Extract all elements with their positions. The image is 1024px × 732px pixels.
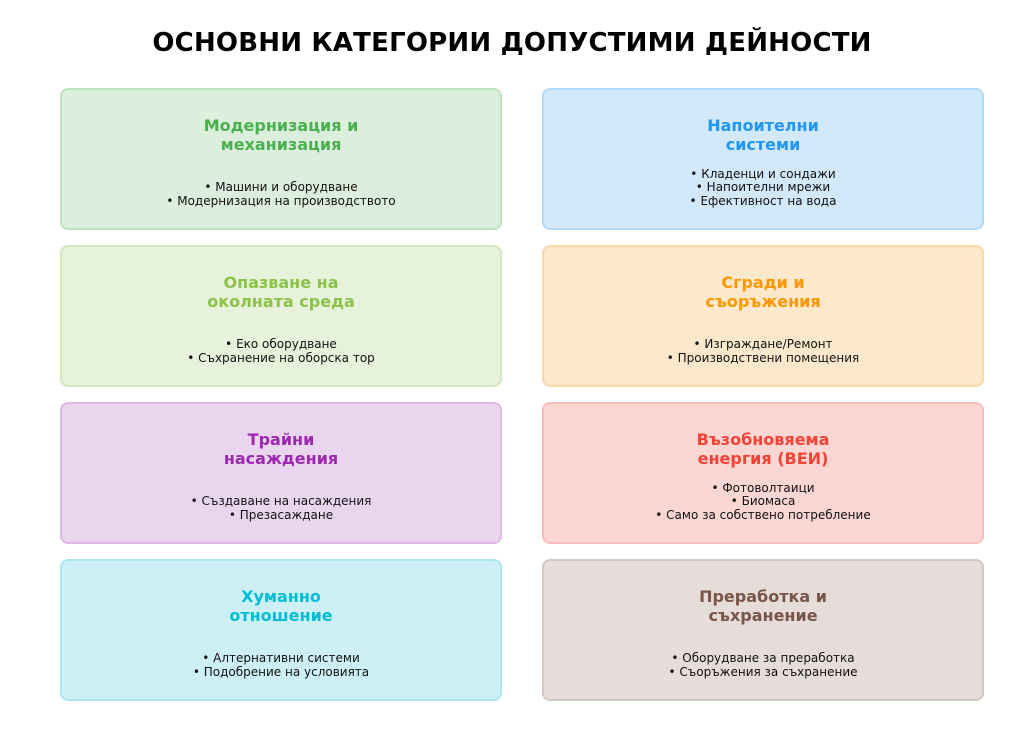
category-items bbox=[62, 338, 500, 365]
category-title-line: съоръжения bbox=[705, 292, 821, 311]
category-title bbox=[62, 430, 500, 468]
category-card bbox=[60, 402, 502, 544]
category-item: • Производствени помещения bbox=[666, 350, 860, 365]
category-card bbox=[542, 88, 984, 230]
category-item: • Изграждане/Ремонт bbox=[693, 337, 833, 351]
category-title-line: Модернизация и bbox=[203, 116, 359, 135]
category-card bbox=[60, 245, 502, 387]
category-items bbox=[62, 181, 500, 208]
category-title-line: механизация bbox=[220, 135, 342, 154]
category-items bbox=[544, 338, 982, 365]
category-title bbox=[62, 273, 500, 311]
category-title-line: енергия (ВЕИ) bbox=[697, 449, 829, 468]
category-card bbox=[60, 559, 502, 701]
category-title-line: Сгради и bbox=[721, 273, 805, 292]
category-card bbox=[542, 559, 984, 701]
category-item: • Машини и оборудване bbox=[204, 180, 358, 194]
category-items bbox=[62, 652, 500, 679]
category-title-line: Опазване на bbox=[223, 273, 339, 292]
category-title bbox=[544, 430, 982, 468]
category-item: • Напоителни мрежи bbox=[695, 180, 831, 194]
category-title bbox=[62, 116, 500, 154]
category-title-line: системи bbox=[725, 135, 801, 154]
category-item: • Презасаждане bbox=[228, 507, 334, 522]
category-card bbox=[542, 402, 984, 544]
category-item: • Еко оборудване bbox=[225, 337, 337, 351]
category-item: • Алтернативни системи bbox=[202, 651, 360, 665]
category-items bbox=[544, 652, 982, 679]
category-title-line: Преработка и bbox=[699, 587, 827, 606]
category-title bbox=[62, 587, 500, 625]
category-items bbox=[62, 495, 500, 522]
category-title bbox=[544, 273, 982, 311]
category-item: • Модернизация на производството bbox=[166, 193, 396, 208]
category-title bbox=[544, 116, 982, 154]
category-item: • Биомаса bbox=[730, 494, 796, 508]
category-item: • Съоръжения за съхранение bbox=[668, 664, 858, 679]
category-item: • Подобрение на условията bbox=[192, 664, 370, 679]
category-item: • Само за собствено потребление bbox=[655, 507, 871, 522]
category-title-line: околната среда bbox=[207, 292, 355, 311]
category-title-line: Трайни bbox=[247, 430, 315, 449]
category-title-line: Хуманно bbox=[241, 587, 321, 606]
category-title-line: насаждения bbox=[223, 449, 339, 468]
category-items bbox=[544, 482, 982, 523]
category-title-line: съхранение bbox=[708, 606, 818, 625]
category-item: • Кладенци и сондажи bbox=[690, 166, 836, 181]
category-item: • Фотоволтаици bbox=[711, 480, 815, 495]
category-item: • Съхранение на оборска тор bbox=[187, 350, 375, 365]
category-item: • Оборудване за преработка bbox=[671, 651, 855, 665]
category-item: • Ефективност на вода bbox=[689, 193, 837, 208]
category-item: • Създаване на насаждения bbox=[190, 494, 372, 508]
category-items bbox=[544, 168, 982, 209]
category-card bbox=[542, 245, 984, 387]
category-title bbox=[544, 587, 982, 625]
category-title-line: отношение bbox=[229, 606, 333, 625]
category-title-line: Възобновяема bbox=[696, 430, 830, 449]
category-title-line: Напоителни bbox=[707, 116, 819, 135]
page-title: ОСНОВНИ КАТЕГОРИИ ДОПУСТИМИ ДЕЙНОСТИ bbox=[152, 28, 872, 58]
category-card bbox=[60, 88, 502, 230]
